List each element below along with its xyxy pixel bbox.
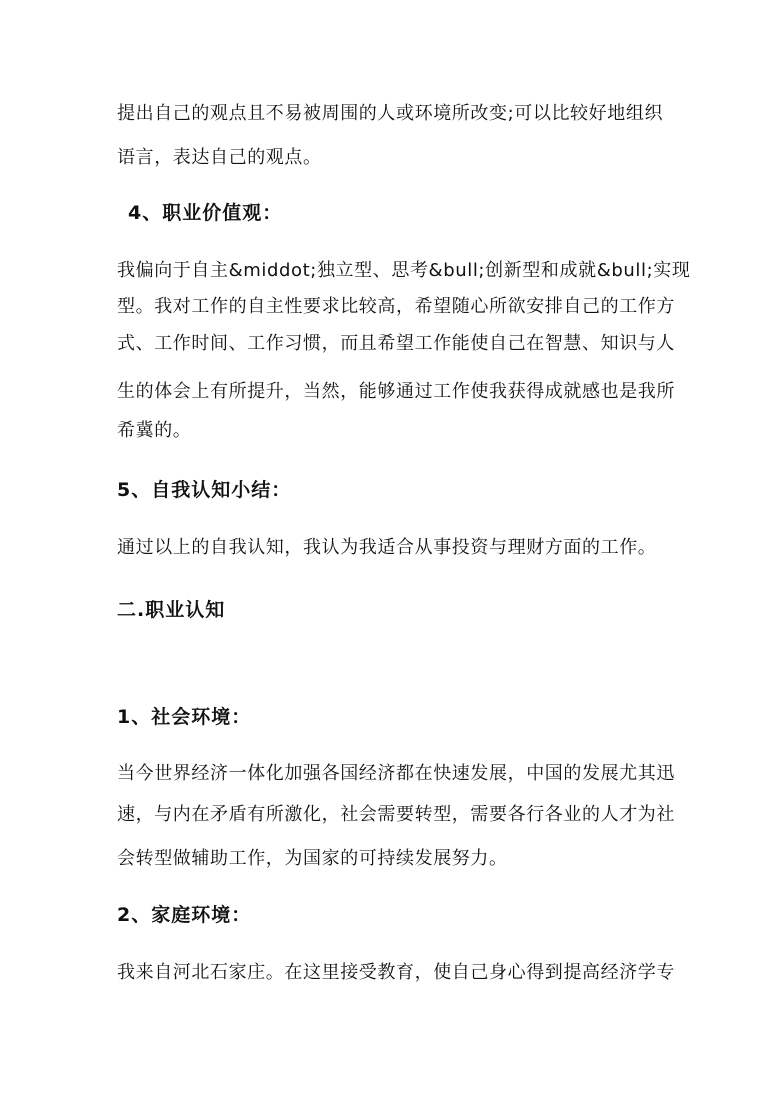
section-heading-social-environment: 1、社会环境： bbox=[117, 706, 252, 728]
paragraph-line: 通过以上的自我认知，我认为我适合从事投资与理财方面的工作。 bbox=[117, 537, 657, 558]
paragraph-line: 速，与内在矛盾有所激化，社会需要转型，需要各行各业的人才为社 bbox=[117, 804, 675, 825]
paragraph-line: 式、工作时间、工作习惯，而且希望工作能使自己在智慧、知识与人 bbox=[117, 333, 675, 354]
part-heading-career-cognition: 二.职业认知 bbox=[117, 599, 226, 621]
paragraph-line: 提出自己的观点且不易被周围的人或环境所改变;可以比较好地组织 bbox=[117, 103, 664, 124]
section-heading-career-values: 4、职业价值观： bbox=[128, 202, 283, 224]
paragraph-line: 我偏向于自主&middot;独立型、思考&bull;创新型和成就&bull;实现 bbox=[117, 260, 691, 281]
paragraph-line: 我来自河北石家庄。在这里接受教育，使自己身心得到提高经济学专 bbox=[117, 962, 675, 983]
section-heading-self-summary: 5、自我认知小结： bbox=[117, 479, 292, 501]
paragraph-line: 型。我对工作的自主性要求比较高，希望随心所欲安排自己的工作方 bbox=[117, 296, 675, 317]
paragraph-line: 语言，表达自己的观点。 bbox=[117, 147, 322, 168]
paragraph-line: 生的体会上有所提升，当然，能够通过工作使我获得成就感也是我所 bbox=[117, 381, 675, 402]
paragraph-line: 希冀的。 bbox=[117, 420, 192, 441]
section-heading-family-environment: 2、家庭环境： bbox=[117, 904, 252, 926]
paragraph-line: 当今世界经济一体化加强各国经济都在快速发展，中国的发展尤其迅 bbox=[117, 763, 675, 784]
paragraph-line: 会转型做辅助工作，为国家的可持续发展努力。 bbox=[117, 848, 508, 869]
